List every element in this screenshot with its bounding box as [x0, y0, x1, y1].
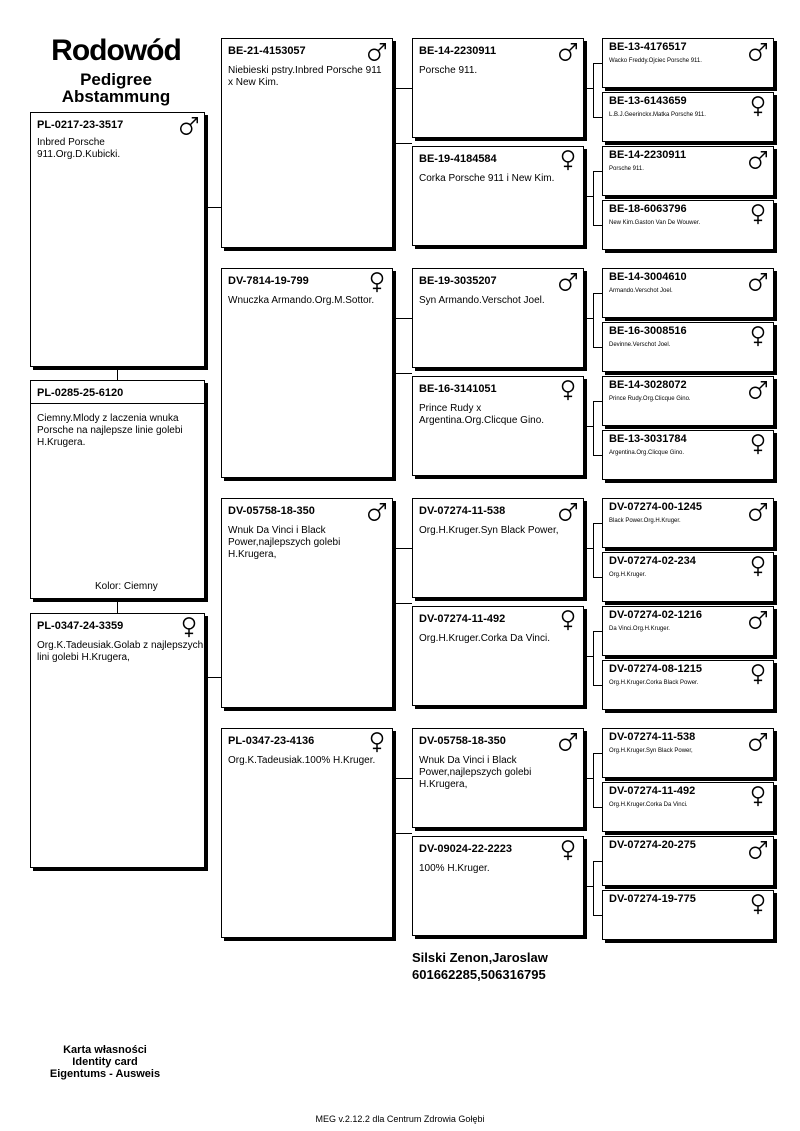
gen3-ring-number: DV-07274-02-1216	[609, 609, 702, 621]
footer-version: MEG v.2.12.2 dla Centrum Zdrowia Gołębi	[315, 1114, 485, 1124]
connector-gen2-gen3-lower	[593, 685, 602, 686]
gen3-card	[602, 430, 774, 480]
gen3-ring-number: BE-14-2230911	[609, 149, 687, 161]
gen3-card	[602, 836, 774, 886]
gen2-ring-number: BE-19-4184584	[419, 153, 497, 165]
female-icon	[747, 893, 769, 920]
gen3-ring-number: BE-14-3004610	[609, 271, 687, 283]
connector-gen1-gen2	[393, 603, 412, 604]
male-icon	[557, 501, 579, 528]
title-rodowod: Rodowód	[51, 34, 181, 67]
connector-gen2-gen3-lower	[593, 807, 602, 808]
connector-gen2-gen3-vertical	[593, 401, 594, 455]
gen2-ring-number: DV-07274-11-492	[419, 613, 506, 625]
gen1-description: Org.K.Tadeusiak.100% H.Kruger.	[228, 755, 376, 766]
gen3-ring-number: DV-07274-19-775	[609, 893, 696, 905]
gen2-card	[412, 146, 584, 246]
gen3-description: Org.H.Kruger.Syn Black Power,	[609, 748, 693, 754]
female-icon	[557, 609, 579, 636]
gen3-ring-number: BE-14-3028072	[609, 379, 687, 391]
connector-gen1-gen2	[393, 143, 412, 144]
connector-gen2-gen3-upper	[593, 401, 602, 402]
connector-gen2-gen3-vertical	[593, 63, 594, 117]
connector-gen2-gen3-vertical	[593, 631, 594, 685]
title-abstammung: Abstammung	[61, 87, 171, 106]
gen2-card	[412, 606, 584, 706]
gen1-description: Wnuczka Armando.Org.M.Sottor.	[228, 295, 375, 306]
connector-gen2-gen3-lower	[593, 225, 602, 226]
connector-gen2-gen3-lower	[593, 455, 602, 456]
male-icon	[557, 271, 579, 298]
male-icon	[557, 731, 579, 758]
connector-gen2-gen3-vertical	[593, 753, 594, 807]
gen3-description: Da Vinci.Org.H.Kruger.	[609, 626, 670, 632]
connector-gen1-gen2-upper	[392, 318, 412, 319]
connector-partner-gen1	[205, 677, 221, 678]
gen3-ring-number: DV-07274-11-492	[609, 785, 696, 797]
gen3-ring-number: DV-07274-00-1245	[609, 501, 702, 513]
connector-gen1-gen2-upper	[392, 778, 412, 779]
subject-ring-number: PL-0217-23-3517	[37, 119, 124, 131]
middle-ring-number: PL-0285-25-6120	[37, 387, 124, 399]
gen2-card	[412, 376, 584, 476]
gen3-card	[602, 660, 774, 710]
connector-gen2-gen3-vertical	[593, 523, 594, 577]
gen2-card	[412, 268, 584, 368]
middle-divider	[31, 403, 204, 404]
gen2-description: Org.H.Kruger.Corka Da Vinci.	[419, 633, 550, 644]
gen3-description: Devinne.Verschot Joel.	[609, 342, 671, 348]
female-icon	[366, 271, 388, 298]
gen2-card	[412, 498, 584, 598]
gen3-ring-number: DV-07274-11-538	[609, 731, 696, 743]
identity-card-de: Eigentums - Ausweis	[49, 1068, 161, 1080]
gen2-ring-number: BE-19-3035207	[419, 275, 497, 287]
gen3-description: Argentina.Org.Clicque Gino.	[609, 450, 685, 456]
gen3-description: Org.H.Kruger.Corka Da Vinci.	[609, 802, 688, 808]
gen2-ring-number: BE-14-2230911	[419, 45, 497, 57]
gen3-card	[602, 146, 774, 196]
gen2-ring-number: DV-07274-11-538	[419, 505, 506, 517]
connector-gen2-gen3	[584, 886, 593, 887]
gen1-ring-number: PL-0347-23-4136	[228, 735, 315, 747]
connector-gen2-gen3-upper	[593, 293, 602, 294]
connector-gen2-gen3-vertical	[593, 293, 594, 347]
gen1-description: Wnuk Da Vinci i Black Power,najlepszych golebi H.Krugera,	[228, 525, 341, 560]
connector-gen2-gen3-vertical	[593, 861, 594, 915]
connector-gen2-gen3-upper	[593, 861, 602, 862]
gen2-description: Org.H.Kruger.Syn Black Power,	[419, 525, 559, 536]
gen3-card	[602, 782, 774, 832]
gen3-card	[602, 322, 774, 372]
male-icon	[366, 41, 388, 68]
female-icon	[557, 839, 579, 866]
gen3-description: New Kim.Gaston Van De Wouwer.	[609, 220, 701, 226]
connector-gen2-gen3-upper	[593, 523, 602, 524]
gen2-description: Prince Rudy x Argentina.Org.Clicque Gino.	[419, 403, 545, 426]
gen3-description: Porsche 911.	[609, 166, 644, 172]
connector-gen2-gen3	[584, 656, 593, 657]
female-icon	[178, 616, 200, 643]
connector-subject-gen1	[205, 207, 221, 208]
gen2-description: Wnuk Da Vinci i Black Power,najlepszych golebi H.Krugera,	[419, 755, 532, 790]
connector-gen2-gen3-lower	[593, 915, 602, 916]
connector-gen2-gen3-lower	[593, 577, 602, 578]
gen3-description: Black Power.Org.H.Kruger.	[609, 518, 681, 524]
middle-card	[30, 380, 205, 599]
connector-gen2-gen3	[584, 318, 593, 319]
gen3-card	[602, 728, 774, 778]
female-icon	[557, 379, 579, 406]
gen3-description: Prince Rudy.Org.Clicque Gino.	[609, 396, 691, 402]
gen2-description: Porsche 911.	[419, 65, 478, 76]
gen3-ring-number: BE-16-3008516	[609, 325, 687, 337]
female-icon	[557, 149, 579, 176]
gen2-card	[412, 728, 584, 828]
male-icon	[366, 501, 388, 528]
connector-gen2-gen3-upper	[593, 631, 602, 632]
connector-gen2-gen3-lower	[593, 347, 602, 348]
connector-gen1-gen2-upper	[392, 88, 412, 89]
identity-card-pl: Karta własności	[63, 1044, 147, 1056]
gen3-card	[602, 552, 774, 602]
gen3-description: Org.H.Kruger.	[609, 572, 647, 578]
connector-gen2-gen3-lower	[593, 117, 602, 118]
gen3-description: Org.H.Kruger.Corka Black Power.	[609, 680, 699, 686]
gen1-description: Niebieski pstry.Inbred Porsche 911 x New Kim.	[228, 65, 382, 88]
middle-description: Ciemny.Mlody z laczenia wnuka Porsche na najlepsze linie golebi H.Krugera.	[37, 413, 183, 448]
subject-description: Inbred Porsche 911.Org.D.Kubicki.	[37, 137, 121, 160]
connector-gen2-gen3	[584, 426, 593, 427]
connector-subject-middle	[117, 367, 118, 380]
male-icon	[557, 41, 579, 68]
owner-name: Silski Zenon,Jaroslaw	[412, 950, 548, 965]
connector-gen2-gen3	[584, 196, 593, 197]
gen2-description: Corka Porsche 911 i New Kim.	[419, 173, 555, 184]
gen1-ring-number: DV-05758-18-350	[228, 505, 315, 517]
gen2-ring-number: DV-09024-22-2223	[419, 843, 512, 855]
identity-card-en: Identity card	[72, 1056, 138, 1068]
gen3-card	[602, 92, 774, 142]
gen3-card	[602, 376, 774, 426]
gen2-card	[412, 836, 584, 936]
gen2-ring-number: DV-05758-18-350	[419, 735, 506, 747]
gen2-description: 100% H.Kruger.	[419, 863, 490, 874]
gen3-card	[602, 38, 774, 88]
gen1-ring-number: DV-7814-19-799	[228, 275, 309, 287]
gen1-card	[221, 268, 393, 478]
middle-color-label: Kolor: Ciemny	[95, 581, 158, 592]
gen3-ring-number: DV-07274-02-234	[609, 555, 696, 567]
gen3-description: Wacko Freddy.Ojciec Porsche 911.	[609, 58, 702, 64]
connector-gen2-gen3	[584, 778, 593, 779]
connector-gen2-gen3	[584, 88, 593, 89]
connector-gen2-gen3-upper	[593, 63, 602, 64]
gen2-ring-number: BE-16-3141051	[419, 383, 497, 395]
connector-middle-partner	[117, 599, 118, 613]
title-pedigree: Pedigree	[80, 70, 152, 89]
gen3-description: Armando.Verschot Joel.	[609, 288, 673, 294]
gen3-card	[602, 498, 774, 548]
gen3-ring-number: BE-13-4176517	[609, 41, 687, 53]
partner-ring-number: PL-0347-24-3359	[37, 620, 124, 632]
connector-gen2-gen3-vertical	[593, 171, 594, 225]
gen3-ring-number: BE-13-3031784	[609, 433, 687, 445]
connector-gen2-gen3	[584, 548, 593, 549]
gen1-ring-number: BE-21-4153057	[228, 45, 306, 57]
gen3-card	[602, 890, 774, 940]
subject-card	[30, 112, 205, 367]
connector-gen1-gen2-upper	[392, 548, 412, 549]
gen2-card	[412, 38, 584, 138]
connector-gen2-gen3-upper	[593, 171, 602, 172]
connector-gen2-gen3-upper	[593, 753, 602, 754]
gen1-card	[221, 498, 393, 708]
male-icon	[747, 839, 769, 866]
partner-card	[30, 613, 205, 868]
gen3-ring-number: DV-07274-20-275	[609, 839, 696, 851]
gen3-card	[602, 268, 774, 318]
partner-description: Org.K.Tadeusiak.Golab z najlepszych lini golebi H.Krugera,	[37, 640, 204, 663]
gen3-card	[602, 200, 774, 250]
owner-phones: 601662285,506316795	[412, 967, 546, 982]
connector-gen1-gen2	[393, 373, 412, 374]
gen3-ring-number: DV-07274-08-1215	[609, 663, 702, 675]
gen3-ring-number: BE-18-6063796	[609, 203, 687, 215]
female-icon	[366, 731, 388, 758]
gen1-card	[221, 38, 393, 248]
gen3-card	[602, 606, 774, 656]
gen2-description: Syn Armando.Verschot Joel.	[419, 295, 545, 306]
gen3-description: L.B.J.Geerinckx.Matka Porsche 911.	[609, 112, 706, 118]
gen3-ring-number: BE-13-6143659	[609, 95, 687, 107]
connector-gen1-gen2	[393, 833, 412, 834]
gen1-card	[221, 728, 393, 938]
